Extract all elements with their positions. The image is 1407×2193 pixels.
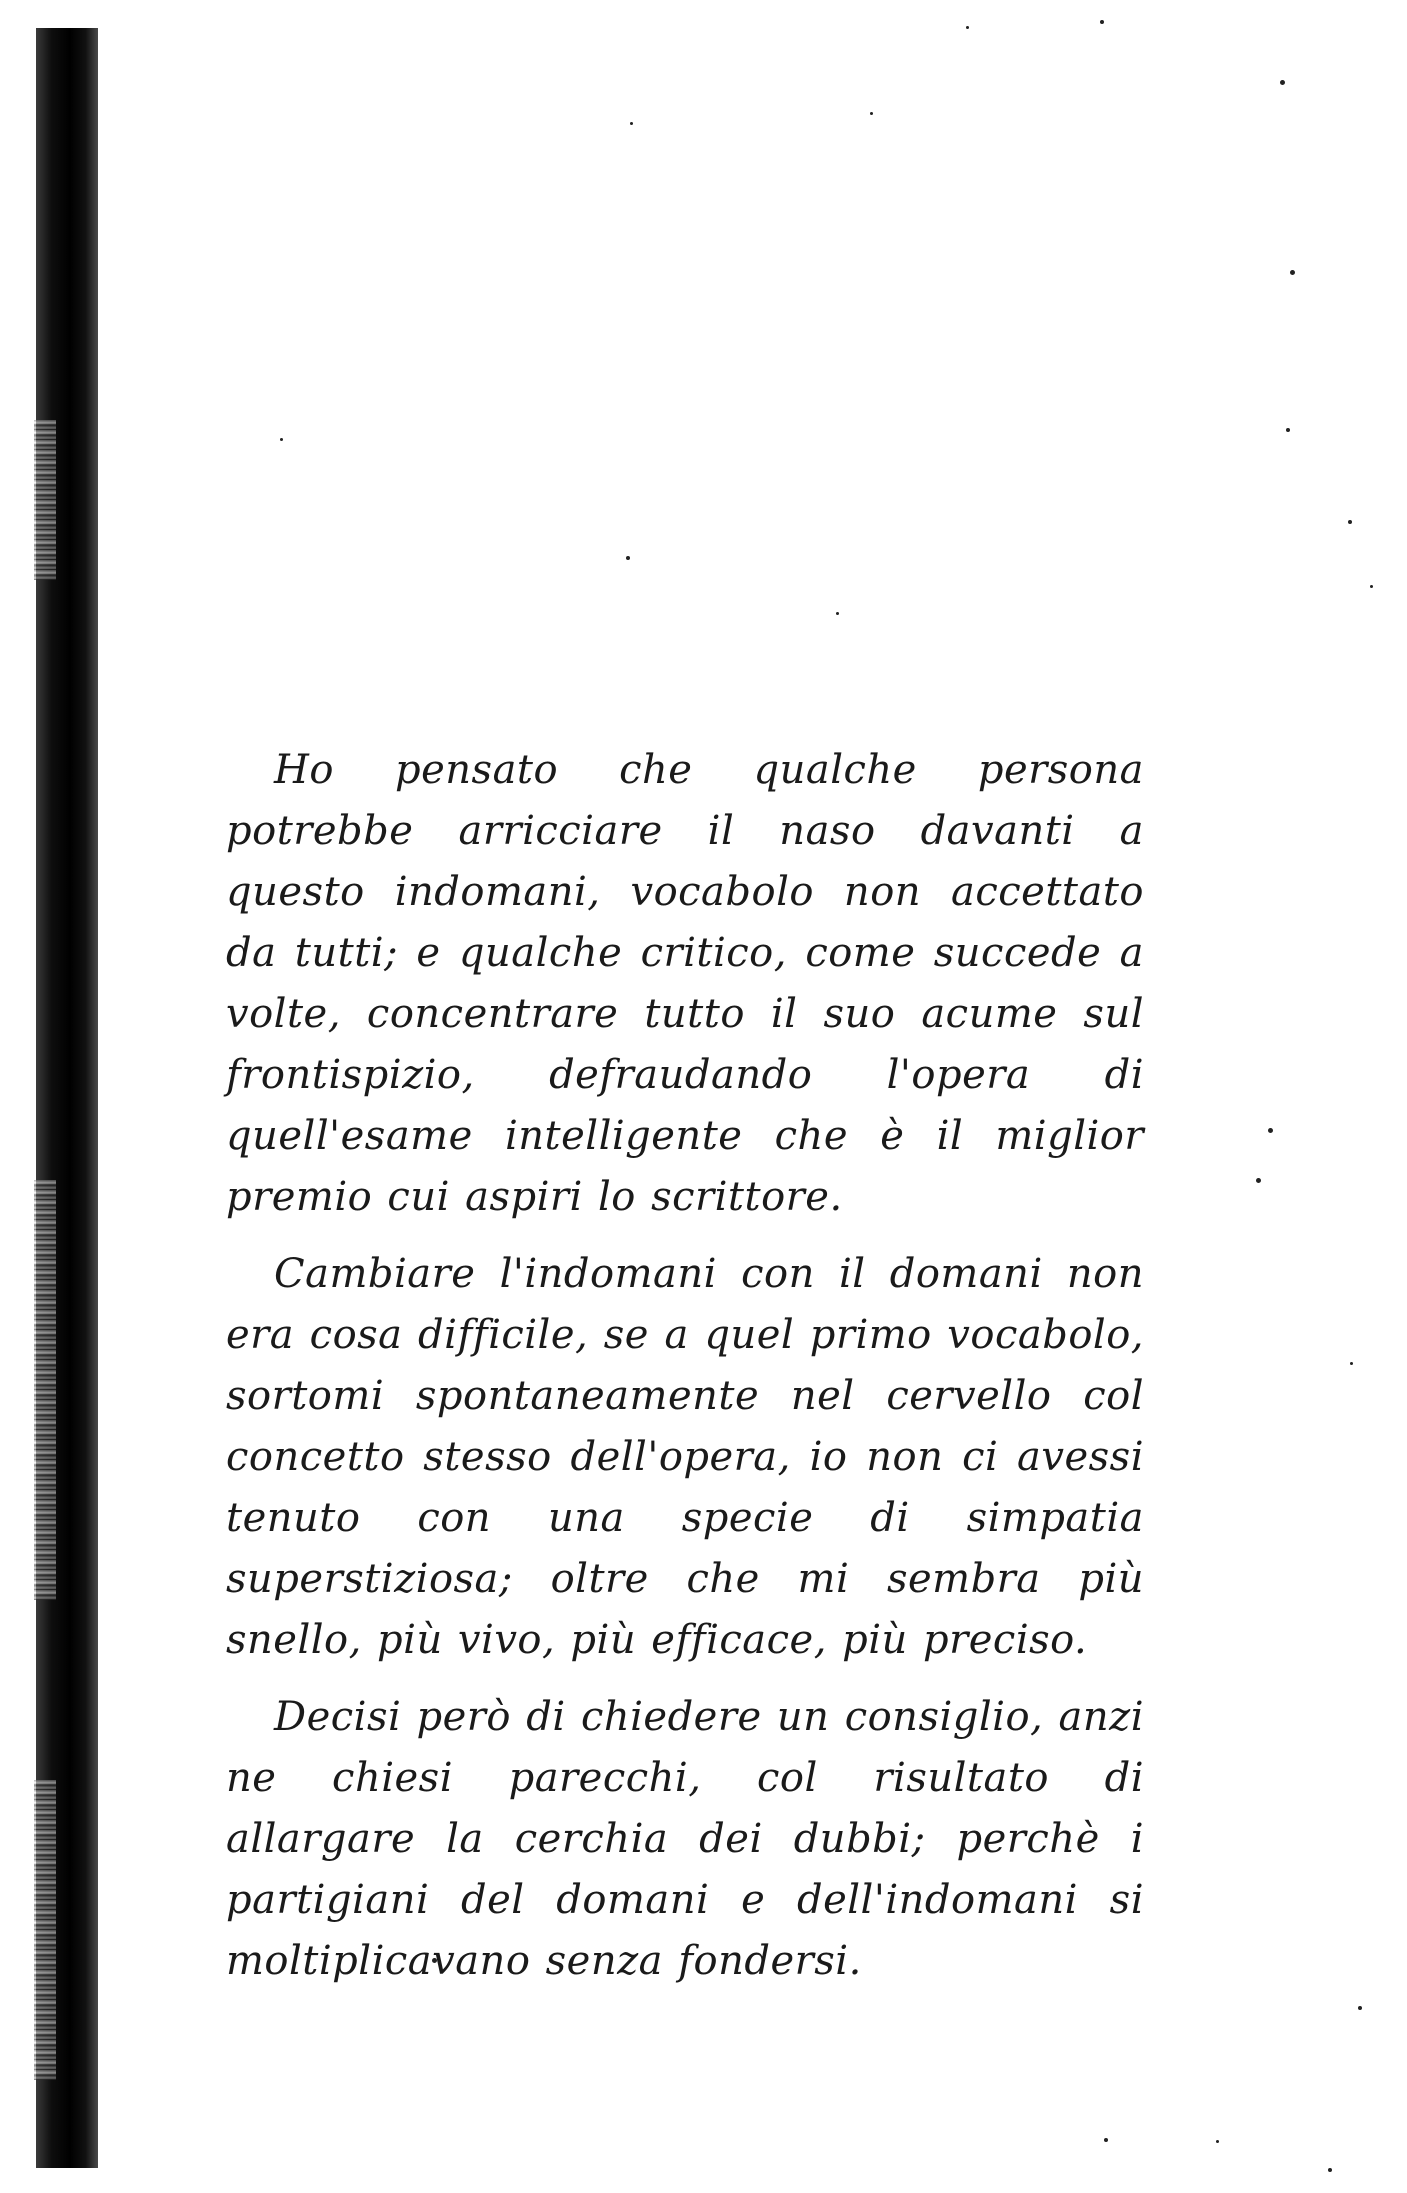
scan-speck [1350,1362,1353,1365]
scan-speck [966,26,969,29]
paragraph: Ho pensato che qualche persona potrebbe arricciare il naso davanti a questo indomani, vocabolo non accettato da tutti; e qualche critico, come succede a volte, concentrare tutto il suo acume sul frontispizio, defraudando l'opera di quell'esame intelligente che è il miglior premio cui aspiri lo scrittore. [226,747,1144,1220]
scan-speck [1328,2168,1332,2172]
paragraph: Decisi però di chiedere un consiglio, anzi ne chiesi parecchi, col risultato di allargare la cerchia dei dubbi; perchè i partigiani del domani e dell'indomani si moltiplicavano senza fondersi. [226,1694,1144,1984]
scan-speck [1286,428,1290,432]
scan-speck [280,438,283,441]
scan-speck [626,556,630,560]
scan-speck [1256,1178,1261,1183]
binding-speckle [34,420,56,580]
binding-speckle [34,1780,56,2080]
scan-speck [1358,2006,1362,2010]
scan-speck [1348,520,1352,524]
scan-speck [870,112,873,115]
scan-speck [1216,2140,1219,2143]
scan-speck [1370,585,1373,588]
scan-speck [836,612,839,615]
paragraph: Cambiare l'indomani con il domani non era cosa difficile, se a quel primo vocabolo, sortomi spontaneamente nel cervello col concetto stesso dell'opera, io non ci avessi tenuto con una specie di simpatia superstiziosa; oltre che mi sembra più snello, più vivo, più efficace, più preciso. [226,1251,1144,1663]
scan-speck [1100,20,1104,24]
scan-speck [1268,1128,1273,1133]
body-text [226,740,1144,2008]
binding-speckle [34,1180,56,1600]
scan-speck [1104,2138,1108,2142]
scan-speck [1280,80,1285,85]
scan-speck [1290,270,1295,275]
scan-speck [630,122,633,125]
